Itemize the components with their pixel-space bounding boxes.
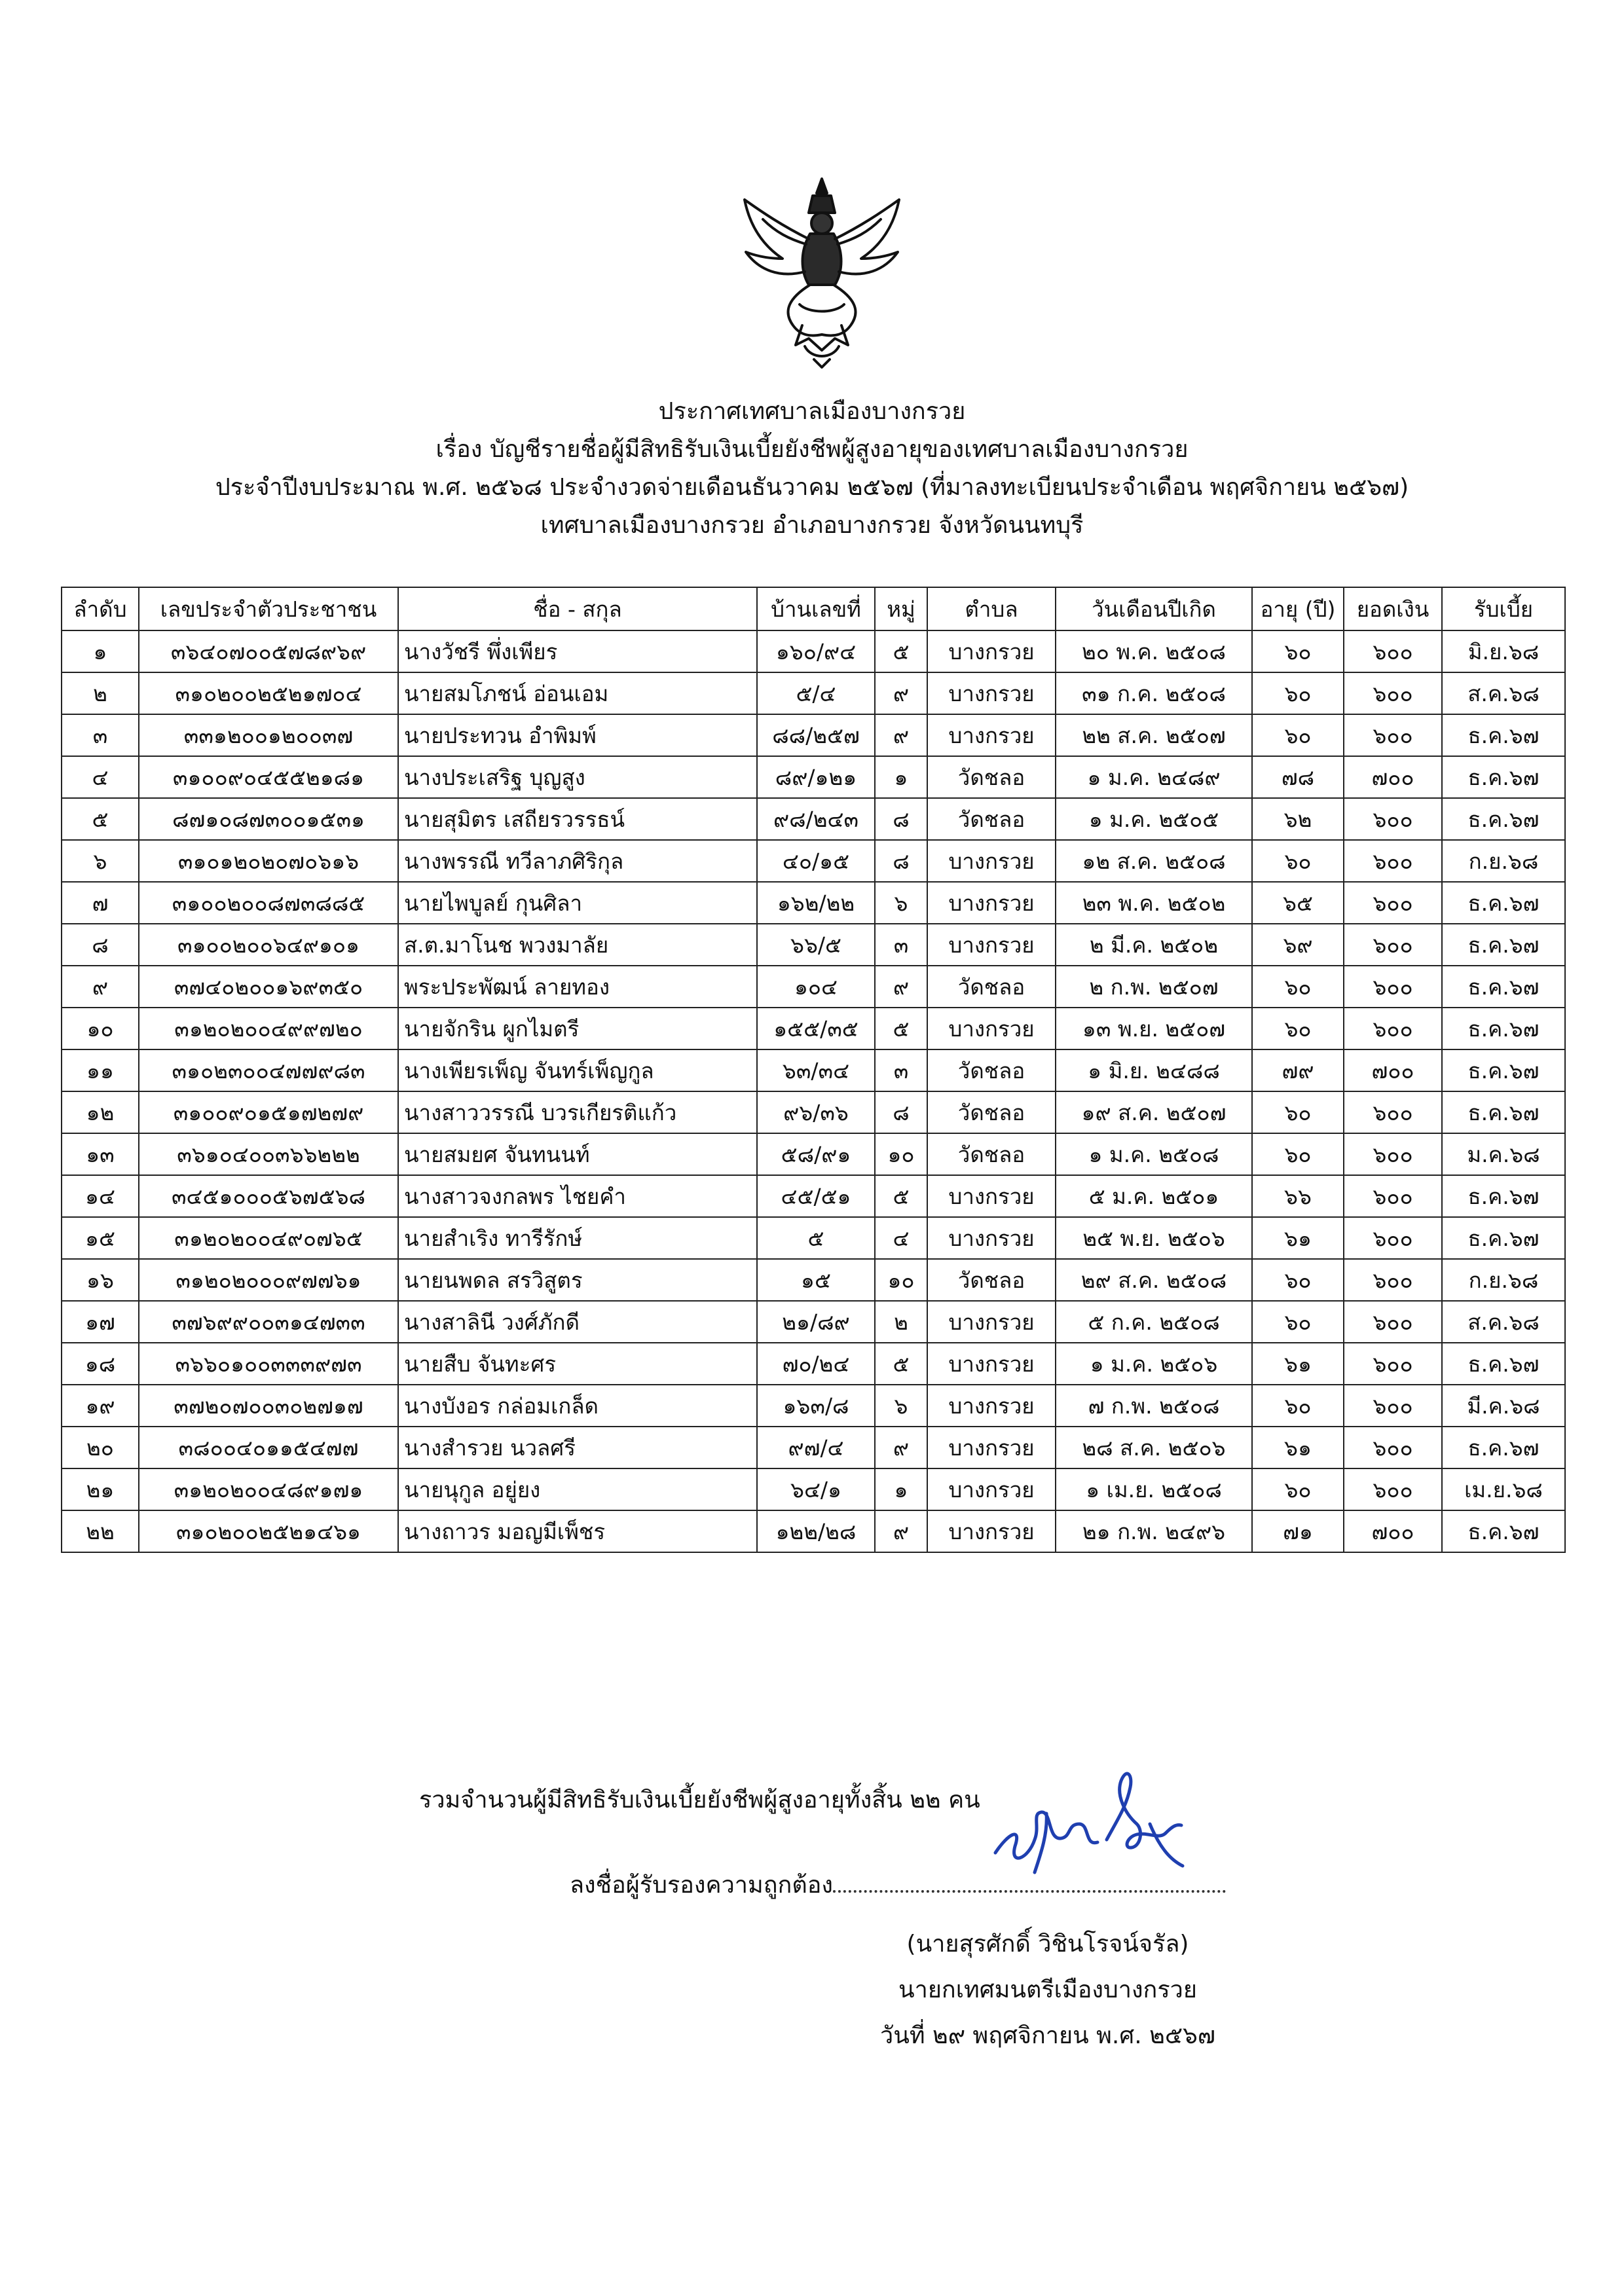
house-number-cell: ๑๖๐/๙๔: [757, 630, 875, 672]
subdistrict-cell: วัดชลอ: [927, 1133, 1056, 1175]
row-number-cell: ๑๖: [62, 1259, 139, 1301]
birthdate-cell: ๑ มิ.ย. ๒๔๘๘: [1056, 1049, 1252, 1091]
citizen-id-cell: ๓๑๐๒๐๐๒๕๒๑๔๖๑: [139, 1510, 398, 1552]
announcement-header: [0, 393, 1624, 545]
name-cell: นายประทวน อำพิมพ์: [398, 714, 757, 756]
village-cell: ๕: [875, 1343, 927, 1385]
table-row: [62, 630, 1565, 672]
table-row: [62, 882, 1565, 924]
village-cell: ๙: [875, 714, 927, 756]
amount-cell: ๖๐๐: [1344, 1301, 1442, 1343]
row-number-cell: ๑๐: [62, 1008, 139, 1049]
row-number-cell: ๑๑: [62, 1049, 139, 1091]
citizen-id-cell: ๓๑๒๐๒๐๐๐๙๗๗๖๑: [139, 1259, 398, 1301]
summary-count: รวมจำนวนผู้มีสิทธิรับเงินเบี้ยยังชีพผู้สูงอายุทั้งสิ้น ๒๒ คน: [419, 1787, 980, 1813]
table-row: [62, 1385, 1565, 1427]
birthdate-cell: ๑ ม.ค. ๒๔๘๙: [1056, 756, 1252, 798]
birthdate-cell: ๒ มี.ค. ๒๕๐๒: [1056, 924, 1252, 966]
table-row: [62, 1343, 1565, 1385]
name-cell: นายสมยศ จันทนนท์: [398, 1133, 757, 1175]
birthdate-cell: ๒๐ พ.ค. ๒๕๐๘: [1056, 630, 1252, 672]
start-month-cell: ก.ย.๖๘: [1442, 840, 1565, 882]
garuda-emblem-icon: [737, 173, 907, 370]
start-month-cell: เม.ย.๖๘: [1442, 1468, 1565, 1510]
start-month-cell: ส.ค.๖๘: [1442, 1301, 1565, 1343]
table-row: [62, 1133, 1565, 1175]
village-cell: ๙: [875, 1427, 927, 1468]
subdistrict-cell: วัดชลอ: [927, 798, 1056, 840]
citizen-id-cell: ๓๗๖๙๙๐๐๓๑๔๗๓๓: [139, 1301, 398, 1343]
house-number-cell: ๑๐๔: [757, 966, 875, 1008]
house-number-cell: ๖๖/๕: [757, 924, 875, 966]
subdistrict-cell: วัดชลอ: [927, 966, 1056, 1008]
house-number-cell: ๘๙/๑๒๑: [757, 756, 875, 798]
row-number-cell: ๑๙: [62, 1385, 139, 1427]
row-number-cell: ๑๗: [62, 1301, 139, 1343]
start-month-cell: ธ.ค.๖๗: [1442, 1427, 1565, 1468]
subdistrict-cell: วัดชลอ: [927, 1259, 1056, 1301]
table-row: [62, 924, 1565, 966]
row-number-cell: ๑๕: [62, 1217, 139, 1259]
house-number-cell: ๑๖๓/๘: [757, 1385, 875, 1427]
start-month-cell: ธ.ค.๖๗: [1442, 924, 1565, 966]
age-cell: ๗๙: [1252, 1049, 1344, 1091]
amount-cell: ๗๐๐: [1344, 1510, 1442, 1552]
house-number-cell: ๔๕/๕๑: [757, 1175, 875, 1217]
house-number-cell: ๙๖/๓๖: [757, 1091, 875, 1133]
signer-name: (นายสุรศักดิ์ วิชินโรจน์จรัล): [906, 1931, 1189, 1958]
start-month-cell: ธ.ค.๖๗: [1442, 1175, 1565, 1217]
house-number-cell: ๘๘/๒๕๗: [757, 714, 875, 756]
birthdate-cell: ๒๕ พ.ย. ๒๕๐๖: [1056, 1217, 1252, 1259]
citizen-id-cell: ๓๑๐๐๙๐๑๕๑๗๒๗๙: [139, 1091, 398, 1133]
table-row: [62, 1049, 1565, 1091]
subdistrict-cell: บางกรวย: [927, 1217, 1056, 1259]
age-cell: ๖๐: [1252, 1259, 1344, 1301]
age-cell: ๖๐: [1252, 1468, 1344, 1510]
start-month-cell: มี.ค.๖๘: [1442, 1385, 1565, 1427]
birthdate-cell: ๕ ม.ค. ๒๕๐๑: [1056, 1175, 1252, 1217]
header-subject: เรื่อง บัญชีรายชื่อผู้มีสิทธิรับเงินเบี้ยยังชีพผู้สูงอายุของเทศบาลเมืองบางกรวย: [435, 436, 1189, 463]
birthdate-cell: ๕ ก.ค. ๒๕๐๘: [1056, 1301, 1252, 1343]
subdistrict-cell: บางกรวย: [927, 1008, 1056, 1049]
village-cell: ๕: [875, 630, 927, 672]
village-cell: ๘: [875, 840, 927, 882]
column-header: ชื่อ - สกุล: [398, 587, 757, 630]
table-body: [62, 630, 1565, 1552]
subdistrict-cell: บางกรวย: [927, 1175, 1056, 1217]
subdistrict-cell: วัดชลอ: [927, 756, 1056, 798]
name-cell: นายสืบ จันทะศร: [398, 1343, 757, 1385]
name-cell: นางสำรวย นวลศรี: [398, 1427, 757, 1468]
column-header: ตำบล: [927, 587, 1056, 630]
citizen-id-cell: ๓๖๖๐๑๐๐๓๓๓๙๗๓: [139, 1343, 398, 1385]
row-number-cell: ๓: [62, 714, 139, 756]
amount-cell: ๖๐๐: [1344, 1008, 1442, 1049]
birthdate-cell: ๑ ม.ค. ๒๕๐๘: [1056, 1133, 1252, 1175]
amount-cell: ๖๐๐: [1344, 1133, 1442, 1175]
house-number-cell: ๒๑/๘๙: [757, 1301, 875, 1343]
amount-cell: ๖๐๐: [1344, 1427, 1442, 1468]
column-header: รับเบี้ย: [1442, 587, 1565, 630]
column-header: ลำดับ: [62, 587, 139, 630]
amount-cell: ๖๐๐: [1344, 924, 1442, 966]
subdistrict-cell: บางกรวย: [927, 1301, 1056, 1343]
village-cell: ๒: [875, 1301, 927, 1343]
start-month-cell: ธ.ค.๖๗: [1442, 798, 1565, 840]
village-cell: ๓: [875, 1049, 927, 1091]
age-cell: ๖๐: [1252, 1091, 1344, 1133]
citizen-id-cell: ๓๔๕๑๐๐๐๕๖๗๕๖๘: [139, 1175, 398, 1217]
table-row: [62, 1510, 1565, 1552]
amount-cell: ๗๐๐: [1344, 1049, 1442, 1091]
age-cell: ๖๐: [1252, 630, 1344, 672]
row-number-cell: ๒๑: [62, 1468, 139, 1510]
row-number-cell: ๖: [62, 840, 139, 882]
row-number-cell: ๑๒: [62, 1091, 139, 1133]
citizen-id-cell: ๓๑๒๐๒๐๐๔๘๙๑๗๑: [139, 1468, 398, 1510]
row-number-cell: ๘: [62, 924, 139, 966]
village-cell: ๕: [875, 1008, 927, 1049]
birthdate-cell: ๑ เม.ย. ๒๕๐๘: [1056, 1468, 1252, 1510]
age-cell: ๗๑: [1252, 1510, 1344, 1552]
citizen-id-cell: ๓๑๒๐๒๐๐๔๙๐๗๖๕: [139, 1217, 398, 1259]
age-cell: ๖๐: [1252, 966, 1344, 1008]
amount-cell: ๖๐๐: [1344, 882, 1442, 924]
subdistrict-cell: บางกรวย: [927, 630, 1056, 672]
table-row: [62, 1217, 1565, 1259]
column-header: เลขประจำตัวประชาชน: [139, 587, 398, 630]
age-cell: ๖๐: [1252, 672, 1344, 714]
village-cell: ๙: [875, 672, 927, 714]
start-month-cell: ธ.ค.๖๗: [1442, 882, 1565, 924]
name-cell: ส.ต.มาโนช พวงมาลัย: [398, 924, 757, 966]
amount-cell: ๖๐๐: [1344, 1385, 1442, 1427]
start-month-cell: ธ.ค.๖๗: [1442, 714, 1565, 756]
start-month-cell: ก.ย.๖๘: [1442, 1259, 1565, 1301]
house-number-cell: ๙๘/๒๔๓: [757, 798, 875, 840]
citizen-id-cell: ๓๑๐๒๐๐๒๕๒๑๗๐๔: [139, 672, 398, 714]
birthdate-cell: ๒๓ พ.ค. ๒๕๐๒: [1056, 882, 1252, 924]
start-month-cell: ธ.ค.๖๗: [1442, 1091, 1565, 1133]
birthdate-cell: ๒๒ ส.ค. ๒๕๐๗: [1056, 714, 1252, 756]
village-cell: ๑: [875, 756, 927, 798]
age-cell: ๗๘: [1252, 756, 1344, 798]
table-header-row: [62, 587, 1565, 630]
table-row: [62, 672, 1565, 714]
subdistrict-cell: บางกรวย: [927, 1343, 1056, 1385]
house-number-cell: ๖๔/๑: [757, 1468, 875, 1510]
start-month-cell: มิ.ย.๖๘: [1442, 630, 1565, 672]
amount-cell: ๖๐๐: [1344, 714, 1442, 756]
column-header: บ้านเลขที่: [757, 587, 875, 630]
amount-cell: ๖๐๐: [1344, 672, 1442, 714]
name-cell: นายสมโภชน์ อ่อนเอม: [398, 672, 757, 714]
birthdate-cell: ๑ ม.ค. ๒๕๐๖: [1056, 1343, 1252, 1385]
start-month-cell: ม.ค.๖๘: [1442, 1133, 1565, 1175]
citizen-id-cell: ๓๑๐๐๒๐๐๖๔๙๑๐๑: [139, 924, 398, 966]
subdistrict-cell: บางกรวย: [927, 924, 1056, 966]
name-cell: พระประพัฒน์ ลายทอง: [398, 966, 757, 1008]
house-number-cell: ๖๓/๓๔: [757, 1049, 875, 1091]
column-header: อายุ (ปี): [1252, 587, 1344, 630]
subdistrict-cell: บางกรวย: [927, 1385, 1056, 1427]
name-cell: นางเพียรเพ็ญ จันทร์เพ็ญกูล: [398, 1049, 757, 1091]
start-month-cell: ธ.ค.๖๗: [1442, 1510, 1565, 1552]
village-cell: ๑๐: [875, 1259, 927, 1301]
birthdate-cell: ๒๘ ส.ค. ๒๕๐๖: [1056, 1427, 1252, 1468]
citizen-id-cell: ๓๑๐๐๒๐๐๘๗๓๘๘๕: [139, 882, 398, 924]
birthdate-cell: ๒๙ ส.ค. ๒๕๐๘: [1056, 1259, 1252, 1301]
row-number-cell: ๑๔: [62, 1175, 139, 1217]
name-cell: นางถาวร มอญมีเพ็ชร: [398, 1510, 757, 1552]
column-header: วันเดือนปีเกิด: [1056, 587, 1252, 630]
citizen-id-cell: ๘๗๑๐๘๗๓๐๐๑๕๓๑: [139, 798, 398, 840]
birthdate-cell: ๑๓ พ.ย. ๒๕๐๗: [1056, 1008, 1252, 1049]
age-cell: ๖๙: [1252, 924, 1344, 966]
table-row: [62, 1008, 1565, 1049]
village-cell: ๑: [875, 1468, 927, 1510]
subdistrict-cell: บางกรวย: [927, 1427, 1056, 1468]
house-number-cell: ๑๖๒/๒๒: [757, 882, 875, 924]
amount-cell: ๖๐๐: [1344, 1175, 1442, 1217]
amount-cell: ๖๐๐: [1344, 630, 1442, 672]
amount-cell: ๖๐๐: [1344, 1091, 1442, 1133]
subdistrict-cell: วัดชลอ: [927, 1049, 1056, 1091]
column-header: ยอดเงิน: [1344, 587, 1442, 630]
birthdate-cell: ๓๑ ก.ค. ๒๕๐๘: [1056, 672, 1252, 714]
certification-label: ลงชื่อผู้รับรองความถูกต้อง: [570, 1872, 833, 1899]
house-number-cell: ๕: [757, 1217, 875, 1259]
column-header: หมู่: [875, 587, 927, 630]
birthdate-cell: ๑๙ ส.ค. ๒๕๐๗: [1056, 1091, 1252, 1133]
citizen-id-cell: ๓๑๒๐๒๐๐๔๙๙๗๒๐: [139, 1008, 398, 1049]
table-row: [62, 714, 1565, 756]
handwritten-signature-icon: [969, 1761, 1205, 1892]
table-row: [62, 798, 1565, 840]
name-cell: นายนพดล สรวิสูตร: [398, 1259, 757, 1301]
table-row: [62, 966, 1565, 1008]
birthdate-cell: ๗ ก.พ. ๒๕๐๘: [1056, 1385, 1252, 1427]
village-cell: ๕: [875, 1175, 927, 1217]
amount-cell: ๗๐๐: [1344, 756, 1442, 798]
table-row: [62, 1427, 1565, 1468]
name-cell: นายสุมิตร เสถียรวรรธน์: [398, 798, 757, 840]
house-number-cell: ๑๒๒/๒๘: [757, 1510, 875, 1552]
beneficiary-table-container: [61, 587, 1564, 1553]
citizen-id-cell: ๓๘๐๐๔๐๑๑๕๔๗๗: [139, 1427, 398, 1468]
row-number-cell: ๒: [62, 672, 139, 714]
row-number-cell: ๔: [62, 756, 139, 798]
row-number-cell: ๒๐: [62, 1427, 139, 1468]
village-cell: ๑๐: [875, 1133, 927, 1175]
subdistrict-cell: บางกรวย: [927, 714, 1056, 756]
village-cell: ๘: [875, 1091, 927, 1133]
name-cell: นางสาววรรณี บวรเกียรติแก้ว: [398, 1091, 757, 1133]
birthdate-cell: ๑ ม.ค. ๒๕๐๕: [1056, 798, 1252, 840]
header-title: ประกาศเทศบาลเมืองบางกรวย: [658, 398, 966, 425]
name-cell: นางบังอร กล่อมเกล็ด: [398, 1385, 757, 1427]
table-row: [62, 1301, 1565, 1343]
name-cell: นางประเสริฐ บุญสูง: [398, 756, 757, 798]
house-number-cell: ๕/๔: [757, 672, 875, 714]
village-cell: ๓: [875, 924, 927, 966]
start-month-cell: ธ.ค.๖๗: [1442, 1049, 1565, 1091]
age-cell: ๖๐: [1252, 1008, 1344, 1049]
birthdate-cell: ๑๒ ส.ค. ๒๕๐๘: [1056, 840, 1252, 882]
age-cell: ๖๐: [1252, 1385, 1344, 1427]
age-cell: ๖๑: [1252, 1427, 1344, 1468]
name-cell: นายนุกูล อยู่ยง: [398, 1468, 757, 1510]
announcement-date: วันที่ ๒๙ พฤศจิกายน พ.ศ. ๒๕๖๗: [880, 2022, 1215, 2049]
start-month-cell: ธ.ค.๖๗: [1442, 966, 1565, 1008]
subdistrict-cell: บางกรวย: [927, 1468, 1056, 1510]
age-cell: ๖๐: [1252, 1301, 1344, 1343]
age-cell: ๖๐: [1252, 1133, 1344, 1175]
name-cell: นายสำเริง ทารีรักษ์: [398, 1217, 757, 1259]
table-row: [62, 756, 1565, 798]
amount-cell: ๖๐๐: [1344, 1468, 1442, 1510]
row-number-cell: ๗: [62, 882, 139, 924]
amount-cell: ๖๐๐: [1344, 1259, 1442, 1301]
citizen-id-cell: ๓๓๑๒๐๐๑๒๐๐๓๗: [139, 714, 398, 756]
table-row: [62, 840, 1565, 882]
name-cell: นางพรรณี ทวีลาภศิริกุล: [398, 840, 757, 882]
header-period: ประจำปีงบประมาณ พ.ศ. ๒๕๖๘ ประจำงวดจ่ายเดือนธันวาคม ๒๕๖๗ (ที่มาลงทะเบียนประจำเดือน พฤศจิกายน ๒๕๖๗): [215, 474, 1409, 501]
village-cell: ๖: [875, 882, 927, 924]
start-month-cell: ธ.ค.๖๗: [1442, 756, 1565, 798]
village-cell: ๖: [875, 1385, 927, 1427]
table-row: [62, 1259, 1565, 1301]
citizen-id-cell: ๓๖๔๐๗๐๐๕๗๘๙๖๙: [139, 630, 398, 672]
house-number-cell: ๑๕: [757, 1259, 875, 1301]
house-number-cell: ๕๘/๙๑: [757, 1133, 875, 1175]
house-number-cell: ๗๐/๒๔: [757, 1343, 875, 1385]
citizen-id-cell: ๓๑๐๐๙๐๔๕๕๒๑๘๑: [139, 756, 398, 798]
beneficiary-table: [61, 587, 1566, 1553]
house-number-cell: ๙๗/๔: [757, 1427, 875, 1468]
subdistrict-cell: บางกรวย: [927, 1510, 1056, 1552]
amount-cell: ๖๐๐: [1344, 1343, 1442, 1385]
start-month-cell: ธ.ค.๖๗: [1442, 1343, 1565, 1385]
citizen-id-cell: ๓๑๐๒๓๐๐๔๗๗๙๘๓: [139, 1049, 398, 1091]
name-cell: นางสาวจงกลพร ไชยคำ: [398, 1175, 757, 1217]
row-number-cell: ๒๒: [62, 1510, 139, 1552]
age-cell: ๖๐: [1252, 714, 1344, 756]
subdistrict-cell: บางกรวย: [927, 882, 1056, 924]
age-cell: ๖๑: [1252, 1343, 1344, 1385]
house-number-cell: ๑๕๕/๓๕: [757, 1008, 875, 1049]
subdistrict-cell: วัดชลอ: [927, 1091, 1056, 1133]
start-month-cell: ธ.ค.๖๗: [1442, 1217, 1565, 1259]
age-cell: ๖๒: [1252, 798, 1344, 840]
age-cell: ๖๑: [1252, 1217, 1344, 1259]
table-row: [62, 1468, 1565, 1510]
age-cell: ๖๐: [1252, 840, 1344, 882]
name-cell: นางวัชรี พึ่งเพียร: [398, 630, 757, 672]
header-location: เทศบาลเมืองบางกรวย อำเภอบางกรวย จังหวัดนนทบุรี: [540, 512, 1084, 539]
subdistrict-cell: บางกรวย: [927, 672, 1056, 714]
birthdate-cell: ๒ ก.พ. ๒๕๐๗: [1056, 966, 1252, 1008]
table-row: [62, 1091, 1565, 1133]
row-number-cell: ๙: [62, 966, 139, 1008]
citizen-id-cell: ๓๑๐๑๒๐๒๐๗๐๖๑๖: [139, 840, 398, 882]
age-cell: ๖๕: [1252, 882, 1344, 924]
signer-position: นายกเทศมนตรีเมืองบางกรวย: [898, 1977, 1197, 2003]
row-number-cell: ๑๓: [62, 1133, 139, 1175]
row-number-cell: ๕: [62, 798, 139, 840]
citizen-id-cell: ๓๗๒๐๗๐๐๓๐๒๗๑๗: [139, 1385, 398, 1427]
village-cell: ๔: [875, 1217, 927, 1259]
birthdate-cell: ๒๑ ก.พ. ๒๔๙๖: [1056, 1510, 1252, 1552]
village-cell: ๙: [875, 1510, 927, 1552]
amount-cell: ๖๐๐: [1344, 1217, 1442, 1259]
table-row: [62, 1175, 1565, 1217]
amount-cell: ๖๐๐: [1344, 798, 1442, 840]
name-cell: นายไพบูลย์ กุนศิลา: [398, 882, 757, 924]
age-cell: ๖๖: [1252, 1175, 1344, 1217]
village-cell: ๙: [875, 966, 927, 1008]
village-cell: ๘: [875, 798, 927, 840]
name-cell: นายจักริน ผูกไมตรี: [398, 1008, 757, 1049]
name-cell: นางสาลินี วงศ์ภักดี: [398, 1301, 757, 1343]
row-number-cell: ๑๘: [62, 1343, 139, 1385]
start-month-cell: ส.ค.๖๘: [1442, 672, 1565, 714]
amount-cell: ๖๐๐: [1344, 840, 1442, 882]
house-number-cell: ๔๐/๑๕: [757, 840, 875, 882]
row-number-cell: ๑: [62, 630, 139, 672]
amount-cell: ๖๐๐: [1344, 966, 1442, 1008]
start-month-cell: ธ.ค.๖๗: [1442, 1008, 1565, 1049]
citizen-id-cell: ๓๖๑๐๔๐๐๓๖๖๒๒๒: [139, 1133, 398, 1175]
subdistrict-cell: บางกรวย: [927, 840, 1056, 882]
citizen-id-cell: ๓๗๔๐๒๐๐๑๖๙๓๕๐: [139, 966, 398, 1008]
